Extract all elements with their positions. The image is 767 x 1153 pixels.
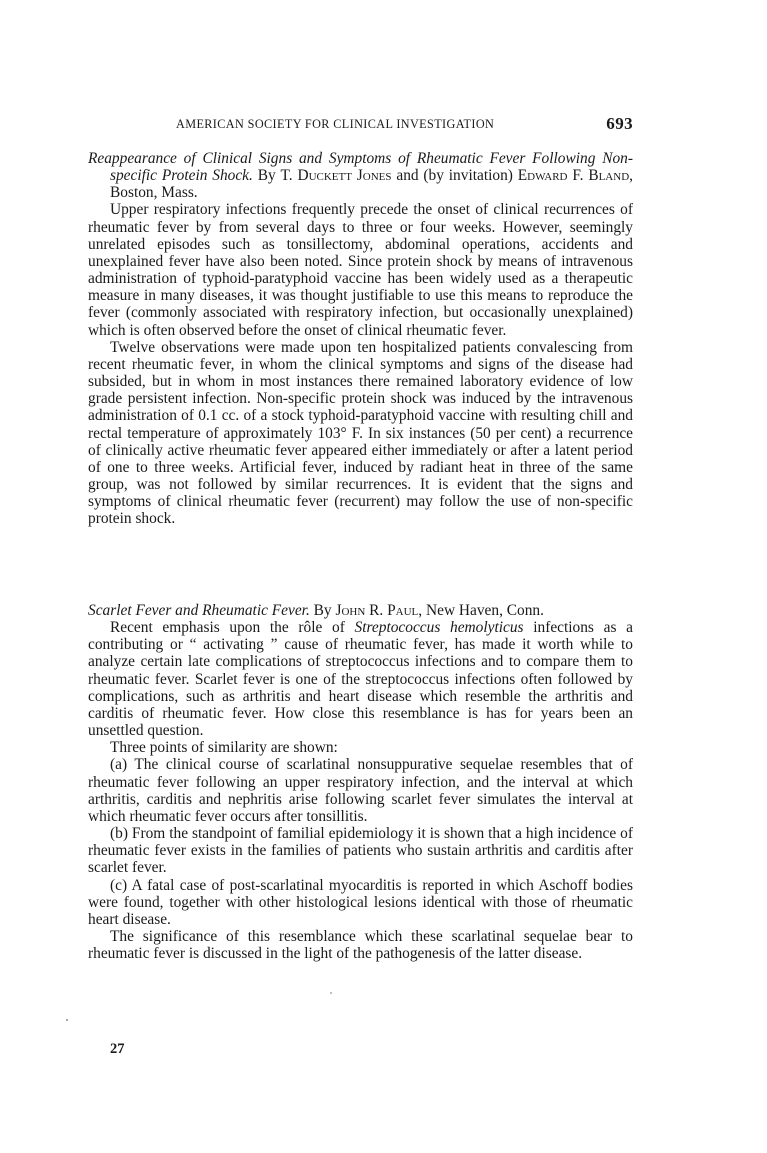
point-label: (c) (110, 876, 128, 894)
abstract-heading (88, 602, 633, 619)
author-location: New Haven, Conn. (426, 602, 544, 619)
paragraph (88, 619, 633, 739)
byline-by: By (313, 602, 332, 619)
abstract-heading (88, 150, 633, 201)
abstract-scarlet-fever (88, 602, 633, 962)
page-number: 693 (606, 114, 633, 133)
author-name: John R. Paul, (335, 602, 423, 619)
paragraph: Twelve observations were made upon ten hospitalized patients convalescing from recent rheumatic fever, in whom the clinical symptoms and signs of the disease had subsided, but in whom in most instances there remained laboratory evidence of low grade persistent infection. Non-specific protein shock was induced by the intravenous administration of 0.1 cc. of a stock typhoid-paratyphoid vaccine with resulting chill and rectal temperature of approximately 103° F. In six instances (50 per cent) a recurrence of clinically active rheumatic fever appeared either immediately or after a latent period of one to three weeks. Artificial fever, induced by radiant heat in three of the same group, was not followed by similar recurrences. It is evident that the signs and symptoms of clinical rheumatic fever (recurrent) may follow the use of non-specific protein shock. (88, 338, 633, 528)
points-lead: Three points of similarity are shown: (110, 739, 338, 757)
author-name: T. Duckett Jones (280, 167, 392, 185)
running-head-title: AMERICAN SOCIETY FOR CLINICAL INVESTIGATION (176, 117, 495, 131)
point-label: (a) (110, 756, 128, 774)
intro-before: Recent emphasis upon the rôle of (110, 619, 345, 637)
point-text: From the standpoint of familial epidemiology it is shown that a high incidence of rheumatic fever exists in the families of patients who sustain arthritis and carditis after scarlet fever. (88, 825, 633, 877)
author-name: Edward F. Bland, (517, 167, 633, 185)
byline-by: By (257, 167, 276, 185)
point-item (88, 877, 633, 928)
abstract-rheumatic-fever-protein-shock (88, 150, 633, 527)
point-text: The clinical course of scarlatinal nonsuppurative sequelae resembles that of rheumatic fever following an upper respiratory infection, and the interval at which arthritis, carditis and nephritis arise following scarlet fever simulates the interval at which rheumatic fever occurs after tonsillitis. (88, 756, 633, 825)
intro-after: infections as a contributing or “ activating ” cause of rheumatic fever, has made it worth while to analyze certain late complications of streptococcus infections and to compare them to rheumatic fever. Scarlet fever is one of the streptococcus infections often followed by complications, such as arthritis and heart disease which resemble the arthritis and carditis of rheumatic fever. How close this resemblance is has for years been an unsettled question. (88, 619, 633, 740)
author-location: Boston, Mass. (110, 184, 198, 202)
print-speck (66, 1019, 68, 1021)
paragraph: The significance of this resemblance which these scarlatinal sequelae bear to rheumatic fever is discussed in the light of the pathogenesis of the latter disease. (88, 927, 633, 963)
abstract-title: Scarlet Fever and Rheumatic Fever. (88, 602, 310, 619)
point-label: (b) (110, 825, 128, 843)
point-item (88, 756, 633, 825)
abstract-title: Reappearance of Clinical Signs and Symptoms of Rheumatic Fever Following Non-specific Protein Shock. (88, 150, 633, 185)
organism-name: Streptococcus hemolyticus (354, 619, 524, 637)
point-item (88, 825, 633, 876)
paragraph: Upper respiratory infections frequently precede the onset of clinical recurrences of rheumatic fever by from several days to three or four weeks. However, seemingly unrelated episodes such as tonsillectomy, abdominal operations, accidents and unexplained fever have also been noted. Since protein shock by means of intravenous administration of typhoid-paratyphoid vaccine has been widely used as a therapeutic measure in many diseases, it was thought justifiable to use this means to reproduce the fever (commonly associated with respiratory infection, but occasionally unexplained) which is often observed before the onset of clinical rheumatic fever. (88, 201, 633, 339)
signature-folio: 27 (110, 1041, 125, 1057)
print-speck (330, 992, 332, 994)
byline-invitation: and (by invitation) (396, 167, 513, 185)
point-text: A fatal case of post-scarlatinal myocarditis is reported in which Aschoff bodies were found, together with other histological lesions identical with those of rheumatic heart disease. (88, 876, 633, 928)
